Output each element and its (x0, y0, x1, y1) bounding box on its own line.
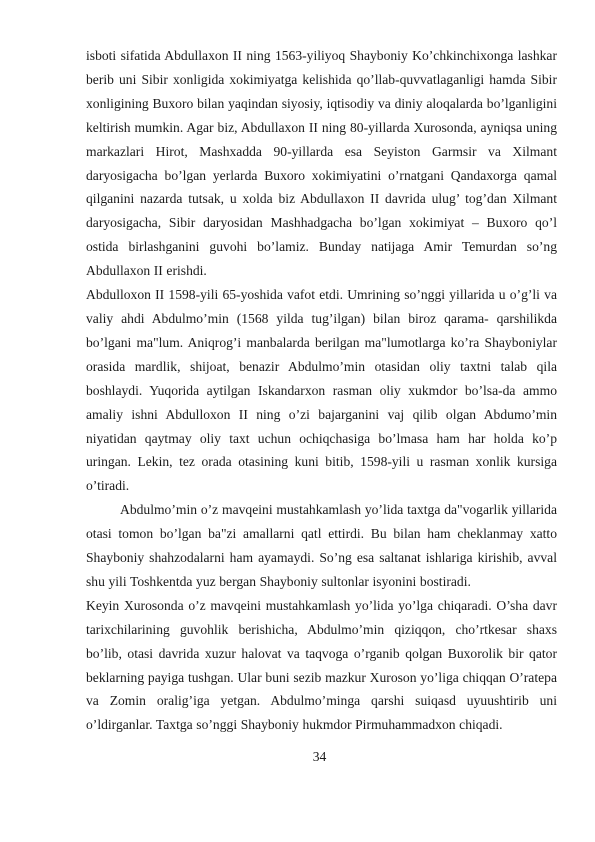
paragraph-2: Abdulloxon II 1598-yili 65-yoshida vafot etdi. Umrining so’nggi yillarida u o’g’li va valiy ahdi Abdulmo’min (1568 yilda tug’ilgan) bilan biroz qarama- qarshilikda bo’lgani ma"lum. Aniqrog’i manbalarda berilgan ma"lumotlarga ko’ra Shayboniylar orasida mardlik, shijoat, benazir Abdulmo’min otasidan oliy taxtni talab qila boshlaydi. Yuqorida aytilgan Iskandarxon rasman oliy xukmdor bo’lsa-da ammo amaliy ishni Abdulloxon II ning o’zi bajarganini vaj qilib olgan Abdumo’min niyatidan qaytmay oliy taxt uchun ochiqchasiga bo’lmasa ham har holda ko’p uringan. Lekin, tez orada otasining kuni bitib, 1598-yili u rasman xonlik kursiga o’tiradi. (86, 287, 557, 494)
paragraph-4: Keyin Xurosonda o’z mavqeini mustahkamlash yo’lida yo’lga chiqaradi. O’sha davr tarixchilarining guvohlik berishicha, Abdulmo’min qiziqqon, cho’rtkesar shaxs bo’lib, otasi davrida xuzur halovat va taqvoga o’rganib qolgan Buxorolik bir qator beklarning payiga tushgan. Ular buni sezib mazkur Xuroson yo’liga chiqqan O’ratepa va Zomin oralig’iga yetgan. Abdulmo’minga qarshi suiqasd uyuushtirib uni o’ldirganlar. Taxtga so’nggi Shayboniy hukmdor Pirmuhammadxon chiqadi. (86, 597, 557, 733)
page-number: 34 (312, 749, 327, 764)
document-page (86, 44, 557, 737)
paragraph-3: Abdulmo’min o’z mavqeini mustahkamlash yo’lida taxtga da"vogarlik yillarida otasi tomon bo’lgan ba"zi amallarni qatl ettirdi. Bu bilan ham cheklanmay xatto Shayboniy shahzodalarni ham ayamaydi. So’ng esa saltanat ishlariga kirishib, avval shu yili Toshkentda yuz bergan Shayboniy sultonlar isyonini bostiradi. (86, 502, 557, 589)
paragraph-1: isboti sifatida Abdullaxon II ning 1563-yiliyoq Shayboniy Ko’chkinchixonga lashkar berib uni Sibir xonligida xokimiyatga kelishida qo’llab-quvvatlaganligi hamda Sibir xonligining Buxoro bilan yaqindan siyosiy, iqtisodiy va diniy aloqalarda bo’lganligini keltirish mumkin. Agar biz, Abdullaxon II ning 80-yillarda Xurosonda, ayniqsa uning markazlari Hirot, Mashxadda 90-yillarda esa Seyiston Garmsir va Xilmant daryosigacha bo’lgan yerlarda Buxoro xokimiyatini o’rnatgani Qandaxorga qamal qilganini nazarda tutsak, u xolda biz Abdullaxon II davrida ulug’ tog’dan Xilmant daryosigacha, Sibir daryosidan Mashhadgacha bo’lgan xokimiyat – Buxoro qo’l ostida birlashganini guvohi bo’lamiz. Bunday natijaga Amir Temurdan so’ng Abdullaxon II erishdi. (86, 48, 557, 279)
